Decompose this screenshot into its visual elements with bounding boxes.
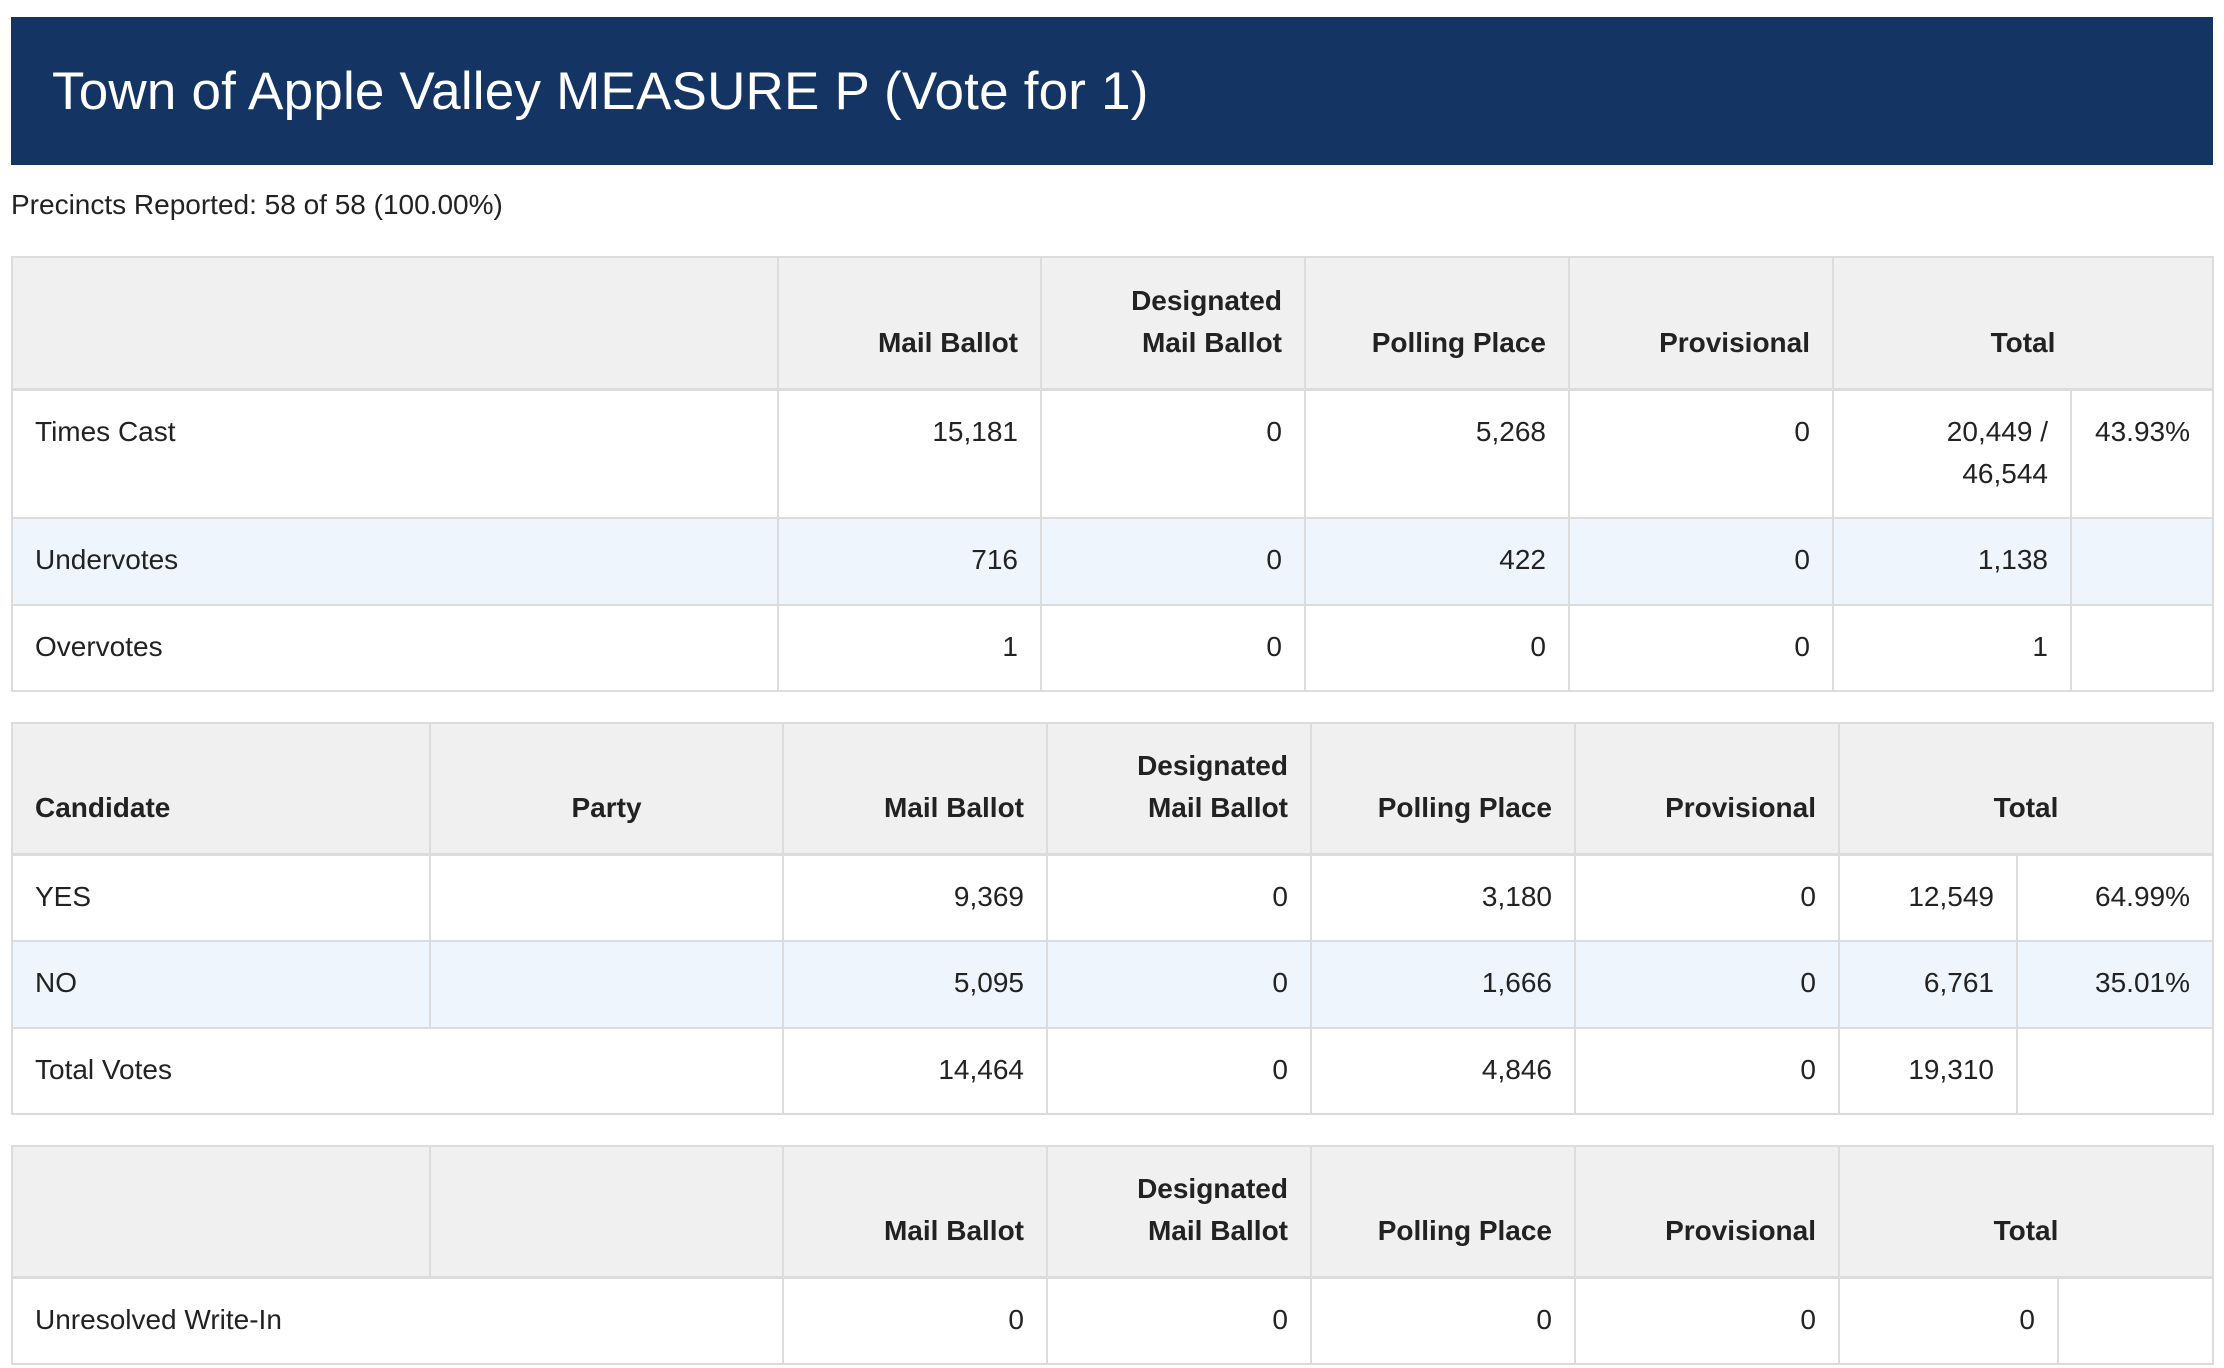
- header-designated-line1: Designated: [1131, 284, 1282, 316]
- candidate-name: NO: [12, 941, 430, 1028]
- percent-cell: [2017, 1028, 2213, 1114]
- designated-cell: 0: [1041, 389, 1305, 518]
- polling-place-cell: 0: [1311, 1277, 1575, 1364]
- header-provisional: Provisional: [1575, 723, 1839, 854]
- polling-place-cell: 0: [1305, 605, 1569, 691]
- designated-cell: 0: [1047, 854, 1311, 941]
- percent-cell: [2058, 1277, 2213, 1364]
- designated-cell: 0: [1041, 518, 1305, 605]
- mail-ballot-cell: 14,464: [783, 1028, 1047, 1114]
- row-label: Overvotes: [12, 605, 778, 691]
- table-row: [12, 389, 2213, 518]
- provisional-cell: 0: [1569, 605, 1833, 691]
- table-row: [12, 1277, 2213, 1364]
- total-registered: 46,544: [1962, 457, 2048, 489]
- header-total: Total: [1839, 1146, 2213, 1277]
- writein-table: [11, 1145, 2214, 1365]
- polling-place-cell: 422: [1305, 518, 1569, 605]
- precincts-reported: Precincts Reported: 58 of 58 (100.00%): [11, 189, 503, 220]
- percent-cell: 35.01%: [2017, 941, 2213, 1028]
- designated-cell: 0: [1047, 1028, 1311, 1114]
- mail-ballot-cell: 716: [778, 518, 1041, 605]
- provisional-cell: 0: [1575, 854, 1839, 941]
- title-banner: [11, 17, 2213, 165]
- candidate-name: YES: [12, 854, 430, 941]
- header-polling-place: Polling Place: [1311, 723, 1575, 854]
- percent-cell: [2071, 605, 2213, 691]
- provisional-cell: 0: [1575, 1277, 1839, 1364]
- header-designated-line2: Mail Ballot: [1147, 1214, 1288, 1246]
- header-mail-ballot: Mail Ballot: [778, 257, 1041, 389]
- header-provisional: Provisional: [1575, 1146, 1839, 1277]
- row-label: Undervotes: [12, 518, 778, 605]
- candidate-header-row: [12, 723, 2213, 854]
- mail-ballot-cell: 15,181: [778, 389, 1041, 518]
- provisional-cell: 0: [1575, 941, 1839, 1028]
- header-blank: [430, 1146, 783, 1277]
- designated-cell: 0: [1047, 1277, 1311, 1364]
- header-party: Party: [430, 723, 783, 854]
- row-label: Unresolved Write-In: [12, 1277, 783, 1364]
- header-designated-mail-ballot: [1041, 257, 1305, 389]
- summary-header-row: [12, 257, 2213, 389]
- mail-ballot-cell: 5,095: [783, 941, 1047, 1028]
- polling-place-cell: 3,180: [1311, 854, 1575, 941]
- percent-cell: [2071, 518, 2213, 605]
- table-row: [12, 1028, 2213, 1114]
- header-blank: [12, 257, 778, 389]
- header-mail-ballot: Mail Ballot: [783, 723, 1047, 854]
- total-cell: 1,138: [1833, 518, 2071, 605]
- percent-cell: 64.99%: [2017, 854, 2213, 941]
- mail-ballot-cell: 1: [778, 605, 1041, 691]
- header-designated-mail-ballot: [1047, 1146, 1311, 1277]
- party-cell: [430, 941, 783, 1028]
- total-cell: 0: [1839, 1277, 2058, 1364]
- candidate-name: Total Votes: [12, 1028, 783, 1114]
- candidate-table: [11, 722, 2214, 1115]
- total-cell: 12,549: [1839, 854, 2017, 941]
- header-designated-line1: Designated: [1137, 749, 1288, 781]
- table-row: [12, 605, 2213, 691]
- polling-place-cell: 5,268: [1305, 389, 1569, 518]
- header-candidate: Candidate: [12, 723, 430, 854]
- total-cast: 20,449 /: [1946, 415, 2048, 447]
- mail-ballot-cell: 9,369: [783, 854, 1047, 941]
- total-cell: 6,761: [1839, 941, 2017, 1028]
- summary-table: [11, 256, 2214, 692]
- total-cell: 19,310: [1839, 1028, 2017, 1114]
- header-total: Total: [1833, 257, 2213, 389]
- header-designated-line1: Designated: [1137, 1172, 1288, 1204]
- header-designated-line2: Mail Ballot: [1141, 326, 1282, 358]
- header-provisional: Provisional: [1569, 257, 1833, 389]
- mail-ballot-cell: 0: [783, 1277, 1047, 1364]
- total-cell: [1833, 389, 2071, 518]
- header-blank: [12, 1146, 430, 1277]
- provisional-cell: 0: [1569, 389, 1833, 518]
- total-cell: 1: [1833, 605, 2071, 691]
- page-title: Town of Apple Valley MEASURE P (Vote for 1): [52, 61, 1149, 121]
- table-row: [12, 854, 2213, 941]
- header-total: Total: [1839, 723, 2213, 854]
- header-mail-ballot: Mail Ballot: [783, 1146, 1047, 1277]
- header-polling-place: Polling Place: [1311, 1146, 1575, 1277]
- percent-cell: 43.93%: [2071, 389, 2213, 518]
- designated-cell: 0: [1041, 605, 1305, 691]
- table-row: [12, 518, 2213, 605]
- provisional-cell: 0: [1569, 518, 1833, 605]
- header-polling-place: Polling Place: [1305, 257, 1569, 389]
- table-row: [12, 941, 2213, 1028]
- provisional-cell: 0: [1575, 1028, 1839, 1114]
- polling-place-cell: 4,846: [1311, 1028, 1575, 1114]
- party-cell: [430, 854, 783, 941]
- designated-cell: 0: [1047, 941, 1311, 1028]
- header-designated-mail-ballot: [1047, 723, 1311, 854]
- polling-place-cell: 1,666: [1311, 941, 1575, 1028]
- row-label: Times Cast: [12, 389, 778, 518]
- header-designated-line2: Mail Ballot: [1147, 791, 1288, 823]
- writein-header-row: [12, 1146, 2213, 1277]
